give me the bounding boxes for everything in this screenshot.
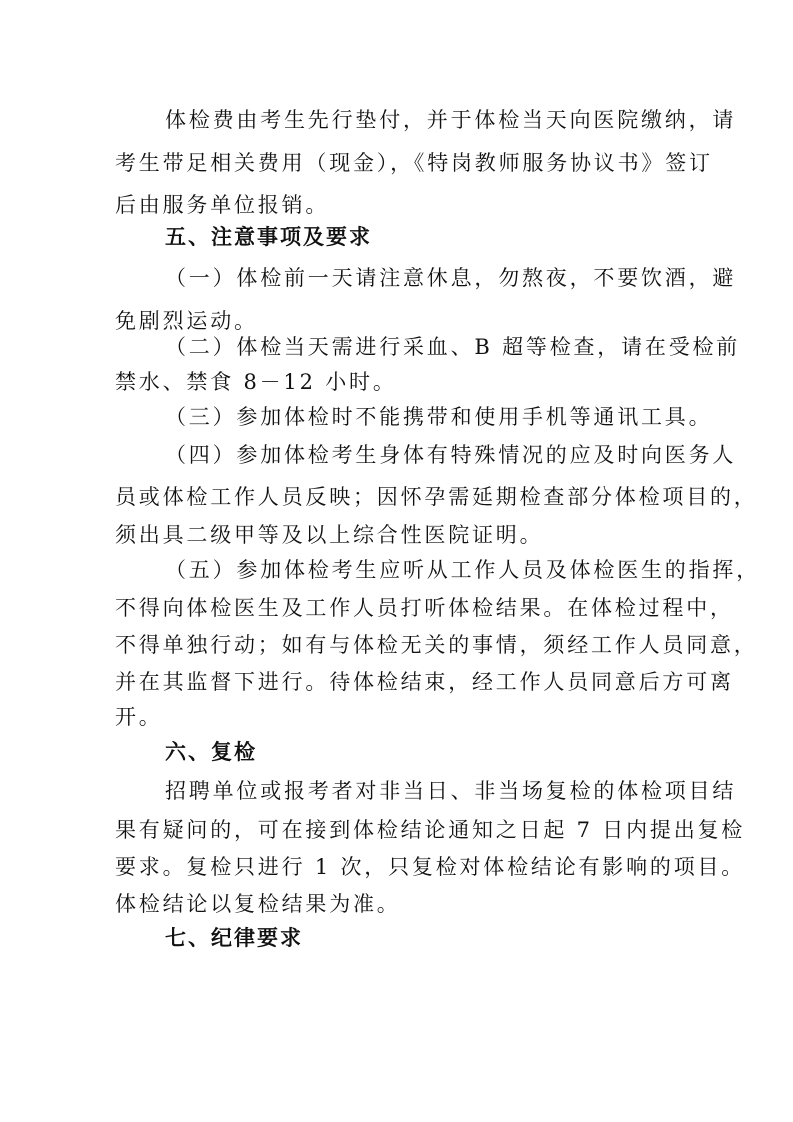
notes-item-1-line: 免剧烈运动。 bbox=[115, 309, 258, 333]
fee-paragraph-line: 后由服务单位报销。 bbox=[115, 193, 330, 217]
notes-item-5-line: 并在其监督下进行。待体检结束，经工作人员同意后方可离 bbox=[115, 670, 734, 694]
notes-item-3-line: （三）参加体检时不能携带和使用手机等通讯工具。 bbox=[165, 405, 713, 429]
notes-item-2-line: 禁水、禁食 8－12 小时。 bbox=[115, 370, 397, 394]
fee-paragraph-line: 考生带足相关费用（现金），《特岗教师服务协议书》签订 bbox=[115, 151, 713, 175]
notes-item-4-line: （四）参加体检考生身体有特殊情况的应及时向医务人 bbox=[165, 443, 737, 467]
notes-item-4-line: 须出具二级甲等及以上综合性医院证明。 bbox=[115, 523, 544, 547]
recheck-paragraph-line: 体检结论以复检结果为准。 bbox=[115, 892, 401, 916]
recheck-paragraph-line: 招聘单位或报考者对非当日、非当场复检的体检项目结 bbox=[165, 779, 737, 803]
notes-item-4-line: 员或体检工作人员反映；因怀孕需延期检查部分体检项目的， bbox=[115, 485, 758, 509]
section-heading-notes: 五、注意事项及要求 bbox=[165, 225, 372, 249]
notes-item-2-line: （二）体检当天需进行采血、B 超等检查，请在受检前 bbox=[165, 335, 741, 359]
notes-item-5-line: 不得单独行动；如有与体检无关的事情，须经工作人员同意， bbox=[115, 633, 758, 657]
notes-item-5-line: 开。 bbox=[115, 705, 163, 729]
fee-paragraph-line: 体检费由考生先行垫付，并于体检当天向医院缴纳，请 bbox=[165, 108, 737, 132]
notes-item-1-line: （一）体检前一天请注意休息，勿熬夜，不要饮酒，避 bbox=[165, 266, 737, 290]
section-heading-recheck: 六、复检 bbox=[165, 740, 257, 764]
notes-item-5-line: 不得向体检医生及工作人员打听体检结果。在体检过程中， bbox=[115, 596, 734, 620]
recheck-paragraph-line: 要求。复检只进行 1 次，只复检对体检结论有影响的项目。 bbox=[115, 855, 746, 879]
recheck-paragraph-line: 果有疑问的，可在接到体检结论通知之日起 7 日内提出复检 bbox=[115, 818, 746, 842]
notes-item-5-line: （五）参加体检考生应听从工作人员及体检医生的指挥， bbox=[165, 558, 760, 582]
section-heading-discipline: 七、纪律要求 bbox=[165, 926, 303, 950]
